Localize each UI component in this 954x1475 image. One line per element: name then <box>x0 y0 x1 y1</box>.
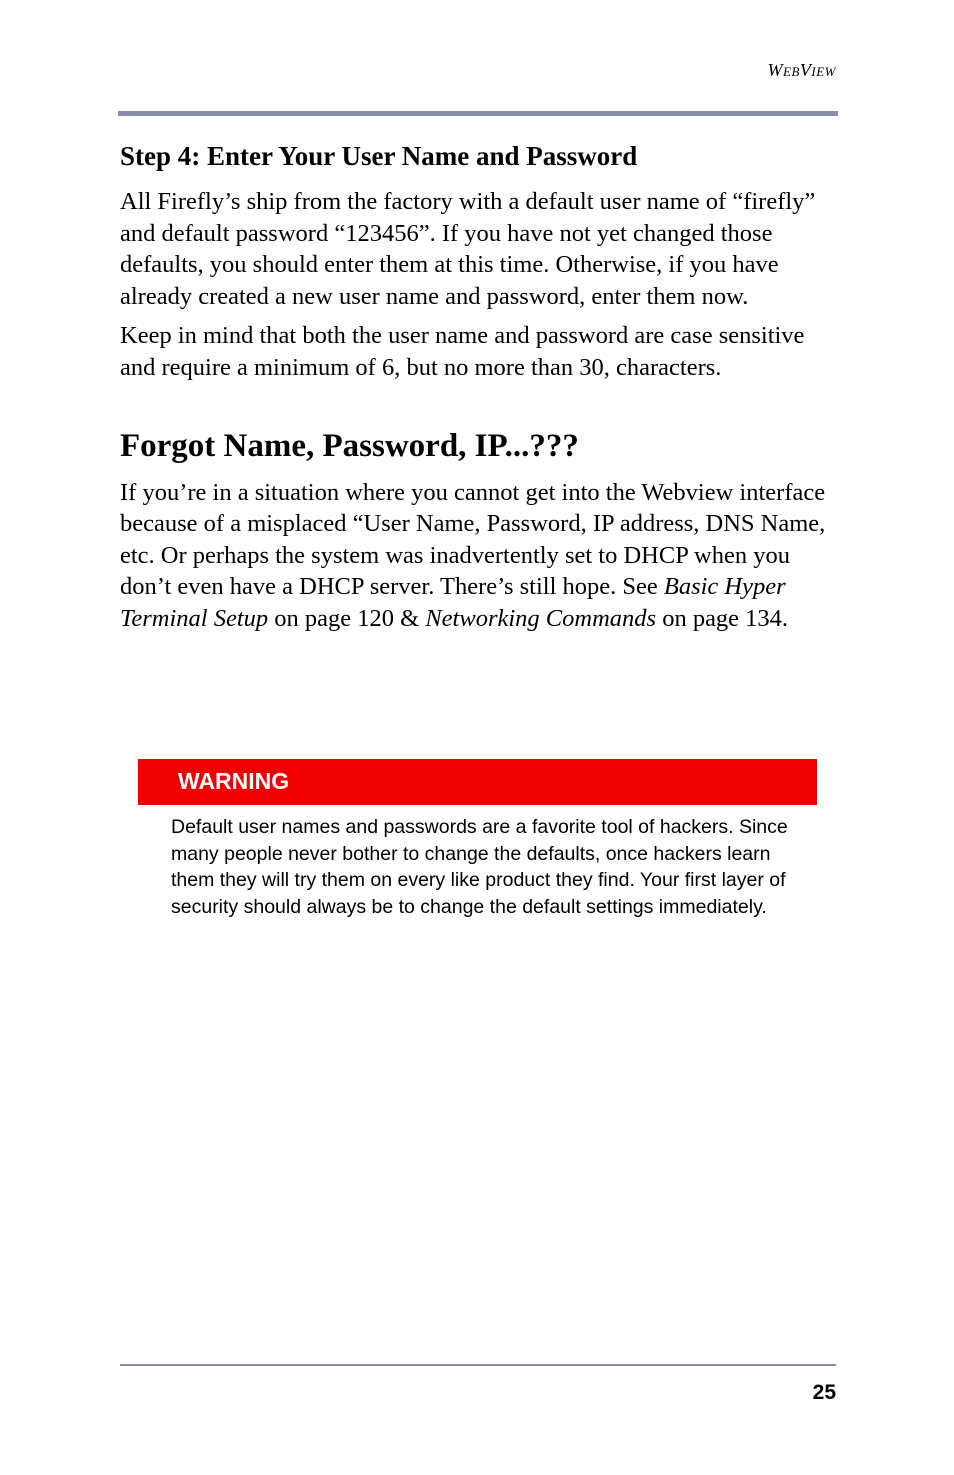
step4-paragraph-2: Keep in mind that both the user name and password are case sensitive and require a minimum of 6, but no more than 30, characters. <box>120 322 805 381</box>
running-head <box>768 60 837 81</box>
ref-networking-commands: Networking Commands <box>425 604 657 632</box>
running-head-eb: EB <box>783 64 800 79</box>
page-number: 25 <box>812 1381 836 1404</box>
running-head-iew: IEW <box>811 64 836 79</box>
warning-text: Default user names and passwords are a favorite tool of hackers. Since many people never bother to change the defaults, once hackers learn them they will try them on every like product they find. Your first layer of security should always be to change the default settings immediately. <box>171 816 788 918</box>
forgot-text-mid: on page 120 & <box>268 604 426 632</box>
header-rule <box>118 111 838 116</box>
warning-label: WARNING <box>178 768 290 794</box>
running-head-w: W <box>767 60 783 80</box>
forgot-paragraph <box>120 477 830 635</box>
page-content <box>120 140 830 642</box>
forgot-heading: Forgot Name, Password, IP...??? <box>120 428 579 465</box>
forgot-text-end: on page 134. <box>656 604 789 632</box>
warning-banner <box>138 759 817 805</box>
forgot-text-start: If you’re in a situation where you cannot get into the Webview interface because of a misplaced “User Name, Password, IP address, DNS Name, etc. Or perhaps the system was inadvertently set to DHCP when you don’t even have a DHCP server. There’s still hope. See <box>120 478 826 601</box>
ref-basic-hyper-terminal: Basic Hyper Terminal Setup <box>120 573 786 632</box>
footer-rule <box>120 1364 836 1366</box>
running-head-v: V <box>799 60 812 80</box>
step4-heading: Step 4: Enter Your User Name and Password <box>120 141 638 171</box>
step4-paragraph-1: All Firefly’s ship from the factory with a default user name of “firefly” and default password “123456”. If you have not yet changed those defaults, you should enter them at this time. Otherwise, if you have already created a new user name and password, enter them now. <box>120 188 816 310</box>
